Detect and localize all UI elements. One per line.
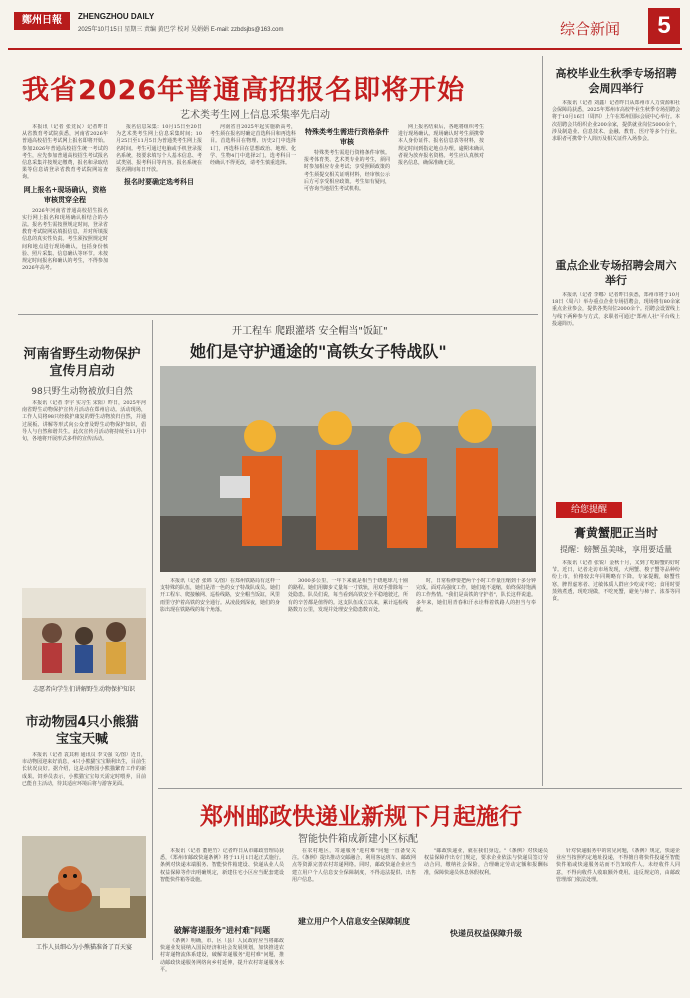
lead-text-5: 网上报名结束后，各地将组织考生进行现场确认。现场确认时考生须携带本人身份证件、报名信息表等材料，按规定时间到指定地点办理。逾期未确认者视为放弃报名资格。考生应认真核对报名信息，确保准确无误。: [398, 124, 484, 167]
zoo-headline: 市动物园4只小熊猫宝宝天喊: [25, 715, 139, 747]
wildlife-photo: [22, 588, 146, 680]
feature-column-2: [288, 578, 408, 774]
postal-text-5: 针对快递服务中的常见问题，《条例》规定，快递企业应当按照约定地址投递，不得擅自将快件投递至智能快件箱或快递服务站而不告知收件人。未经收件人同意，不得向收件人收取额外费用。违反规定的，由邮政管理部门依法处理。: [556, 848, 680, 883]
page-number: 5: [648, 8, 680, 44]
lead-subheadline: 艺术类考生网上信息采集率先启动: [180, 110, 330, 121]
wildlife-subheadline: 98只野生动物被放归自然: [31, 387, 133, 397]
postal-text-3: 在农村地区，寄递服务"进村难"问题一直备受关注。《条例》提出推动交邮融合，利用客运班车、邮政网点等资源完善农村寄递网络。同时，邮政快递企业应当建立用户个人信息安全保障制度，不得违法提供、出售用户信息。: [292, 848, 416, 883]
lead-text-3: 河南省自2025年起实施新高考，考生须在报名时确定首选科目和再选科目。首选科目在物理、历史2门中选择1门，再选科目在思想政治、地理、化学、生物4门中选择2门。选考科目一经确认不得更改，请考生慎重选择。: [210, 124, 296, 167]
job-fair-text: 本报讯（记者 刘鑫）记者昨日从郑州市人力资源和社会保障局获悉，2025年郑州市高校毕业生秋季专场招聘会将于10月16日（周四）上午在郑州国际会展中心举行。本次招聘会共组织企业200余家，提供就业岗位5000余个，涉及制造业、信息技术、金融、教育、医疗等多个行业。求职者可携带个人简历及相关证件入场参会。: [552, 100, 680, 143]
postal-text-4: "邮政快递业，就在我们身边。"《条例》对快递员权益保障作出专门规定，要求企业依法与快递员签订劳动合同，缴纳社会保险，合理确定劳动定额和报酬标准，保障快递员休息休假权利。: [424, 848, 548, 876]
enterprise-fair-body: [552, 292, 680, 492]
feature-kicker: 开工程车 爬跟灌塔 安全帽当"饭缸": [232, 326, 388, 337]
wildlife-headline: 河南省野生动物保护宣传月启动: [23, 347, 141, 379]
red-panda-photo: [22, 836, 146, 938]
postal-column-1: [160, 848, 284, 922]
lead-headline: 我省2026年普通高招报名即将开始: [22, 75, 466, 106]
paper-english-name: ZHENGZHOU DAILY: [78, 12, 155, 21]
newspaper-logo: 鄭州日報: [14, 12, 70, 30]
section-divider: [18, 314, 538, 315]
feature-text-2: 3000多公里，一年下来就是相当于绕地球几十圈的路程。她们用脚步丈量每一寸铁轨，用双手排除每一处隐患。队员们说，每当看到高铁安全平稳地驶过，所有的辛苦都是值得的。这支队伍成立以来，累计巡检线路数万公里，发现并处理安全隐患数百处。: [288, 578, 408, 613]
feature-text-3: 时，日常检修要把两个小时工作量压缩到十多分钟完成。面对高强度工作，她们毫不退缩，始终保持饱满的工作热情。"我们是高铁的守护者"，队长这样说道。多年来，她们用青春和汗水诠释着铁路人的担当与奉献。: [416, 578, 536, 613]
enterprise-fair-headline: 重点企业专场招聘会周六举行: [555, 259, 677, 287]
crab-body: [552, 560, 680, 784]
enterprise-fair-text: 本报讯（记者 李娜）记者昨日获悉，郑州市将于10月18日（周六）举办重点企业专场招聘会，现场将有80余家重点企业参会，提供各类岗位2000余个。招聘会设置线上与线下两种参与方式，求职者可通过"郑州人社"平台线上投递简历。: [552, 292, 680, 327]
column-divider: [542, 56, 543, 786]
feature-photo: [160, 366, 536, 572]
issue-meta: 2025年10月15日 星期三 责编 黄巴学 校对 吴娟娟 E-mail: zzbdsjbs@163.com: [78, 27, 284, 33]
lead-text-4: 特殊类考生需进行资格条件审核。报考体育类、艺术类专业的考生，须同时参加相应专业考试；享受照顾政策的考生须提交相关证明材料，经审核公示后方可享受相应政策。考生如有疑问，可咨询当地招生考试机构。: [304, 150, 390, 193]
feature-text-1: 本报讯（记者 张锦 文/图）在郑州铁路局有这样一支特殊的队伍，她们是清一色的女子特战队成员。她们开工程车、爬接触网、巡检线路，安全帽当饭缸，风里雨里守护着高铁的安全通行。从凌晨到深夜，她们的身影出现在铁路线的每个角落。: [160, 578, 280, 613]
postal-heading-1: 破解寄递服务"进村难"问题: [173, 926, 271, 935]
lead-column-5: [398, 124, 484, 314]
wildlife-body: [22, 400, 146, 584]
feature-column-1: [160, 578, 280, 774]
section-name: 综合新闻: [560, 20, 621, 38]
lead-column-2: [116, 124, 202, 314]
postal-headline: 郑州邮政快递业新规下月起施行: [200, 804, 522, 830]
postal-heading-2: 建立用户个人信息安全保障制度: [298, 917, 410, 926]
crab-text: 本报讯（记者 张锐）金秋十月，又到了吃螃蟹的好时节。近日，记者走访市场发现，大闸蟹、梭子蟹等品种纷纷上市，价格较去年同期略有下降。专家提醒，螃蟹性寒，脾胃虚寒者、过敏体质人群应少吃或不吃；食用时要蒸熟煮透，现吃现做，不吃死蟹，避免与柿子、浓茶等同食。: [552, 560, 680, 603]
left-column-divider: [152, 320, 153, 960]
workers-photo-illustration: [160, 366, 536, 572]
zoo-body: [22, 752, 146, 832]
lead-text-1: 2026年河南省普通高校招生报名实行网上报名和现场确认相结合的办法。报名考生需按照规定时间，登录省教育考试院网站填报信息，并对所填报信息的真实性负责。考生须按照规定时间和地点进行现场确认，包括身份核验、照片采集、信息确认等环节。未按规定时间报名和确认的考生，不得参加2026年高考。: [22, 207, 108, 272]
postal-column-4: [556, 848, 680, 994]
crab-headline: 膏黄蟹肥正当时: [573, 526, 658, 540]
postal-text-2: 《条例》明确，市、区（县）人民政府应当将邮政快递业发展纳入国民经济和社会发展规划，加快推进农村寄递物流体系建设，破解寄递服务"进村难"问题，推动邮政快递服务网络向乡村延伸，提升农村寄递服务水平。: [160, 938, 284, 973]
red-panda-illustration: [22, 836, 146, 938]
reminder-tag: 给您提醒: [556, 502, 622, 518]
bottom-divider: [158, 788, 682, 789]
postal-column-2: [292, 848, 416, 912]
lead-heading-2: 报名时要确定选考科目: [124, 177, 194, 187]
wildlife-caption: 志愿者向学生们讲解野生动物保护知识: [32, 686, 135, 693]
postal-column-1b: [160, 938, 284, 994]
lead-column-1: [22, 124, 108, 356]
masthead: [8, 6, 682, 50]
feature-headline: 她们是守护通途的"高铁女子特战队": [190, 342, 447, 361]
lead-text-2: 报名信息采集：10月15日至20日为艺术类考生网上信息采集时间；10月25日至11月5日为普通类考生网上报名时间。考生可通过电脑或手机登录报名系统，按要求填写个人基本信息、考试类别、报考科目等内容。报名系统在报名期间每日开放。: [116, 124, 202, 174]
lead-heading-1: 网上报名+现场确认，资格审核贯穿全程: [23, 184, 107, 204]
crab-subheadline: 提醒：螃蟹虽美味，享用要适量: [560, 545, 672, 554]
job-fair-headline: 高校毕业生秋季专场招聘会周四举行: [555, 67, 677, 95]
lead-heading-3: 特殊类考生需进行资格条件审核: [305, 127, 389, 146]
postal-text-1: 本报讯（记者 董艳竹）记者昨日从市邮政管理局获悉，《郑州市邮政快递条例》将于11月1日起正式施行。条例对快递末端服务、智能快件箱建设、快递从业人员权益保障等作出明确规定，新建住宅小区应当配套建设智能快件箱等设施。: [160, 848, 284, 883]
lead-intro: 本报讯（记者 张竞民）记者昨日从省教育考试院获悉，河南省2026年普通高校招生考试网上报名即将开始。参加2026年普通高校招生统一考试的考生，应先参加普通高校招生考试报名信息采集并按规定缴费，报名和录取结果等信息请登录省教育考试院网站查询。: [22, 124, 108, 181]
job-fair-body: [552, 100, 680, 248]
zoo-text: 本报讯（记者 袁其莉 通讯员 李文强 文/图）近日，市动物园迎来好消息，4只小熊猫宝宝顺利出生，目前生长状况良好。据介绍，这是动物园小熊猫繁育工作的新成果。饲养员表示，小熊猫宝宝每天需定时喂养，目前已能自主活动，待其适应环境后将与游客见面。: [22, 752, 146, 787]
postal-subheadline: 智能快件箱成新建小区标配: [298, 834, 418, 845]
postal-column-3: [424, 848, 548, 924]
postal-heading-3: 快递员权益保障升级: [450, 929, 522, 938]
wildlife-photo-illustration: [22, 588, 146, 680]
zoo-caption: 工作人员细心为小熊猫准备了百天宴: [35, 944, 132, 951]
lead-column-3: [210, 124, 296, 314]
wildlife-text: 本报讯（记者 李宇 实习生 宋阳）昨日，2025年河南省野生动物保护宣传月活动在郑州启动。活动现场，工作人员将98只经救护康复的野生动物放归自然，并通过展板、讲解等形式向公众普及野生动物保护知识，倡导人与自然和谐共生。此次宣传月活动将持续至11月中旬，各地将开展形式多样的宣传活动。: [22, 400, 146, 443]
feature-column-3: [416, 578, 536, 774]
lead-column-4: [304, 124, 390, 314]
